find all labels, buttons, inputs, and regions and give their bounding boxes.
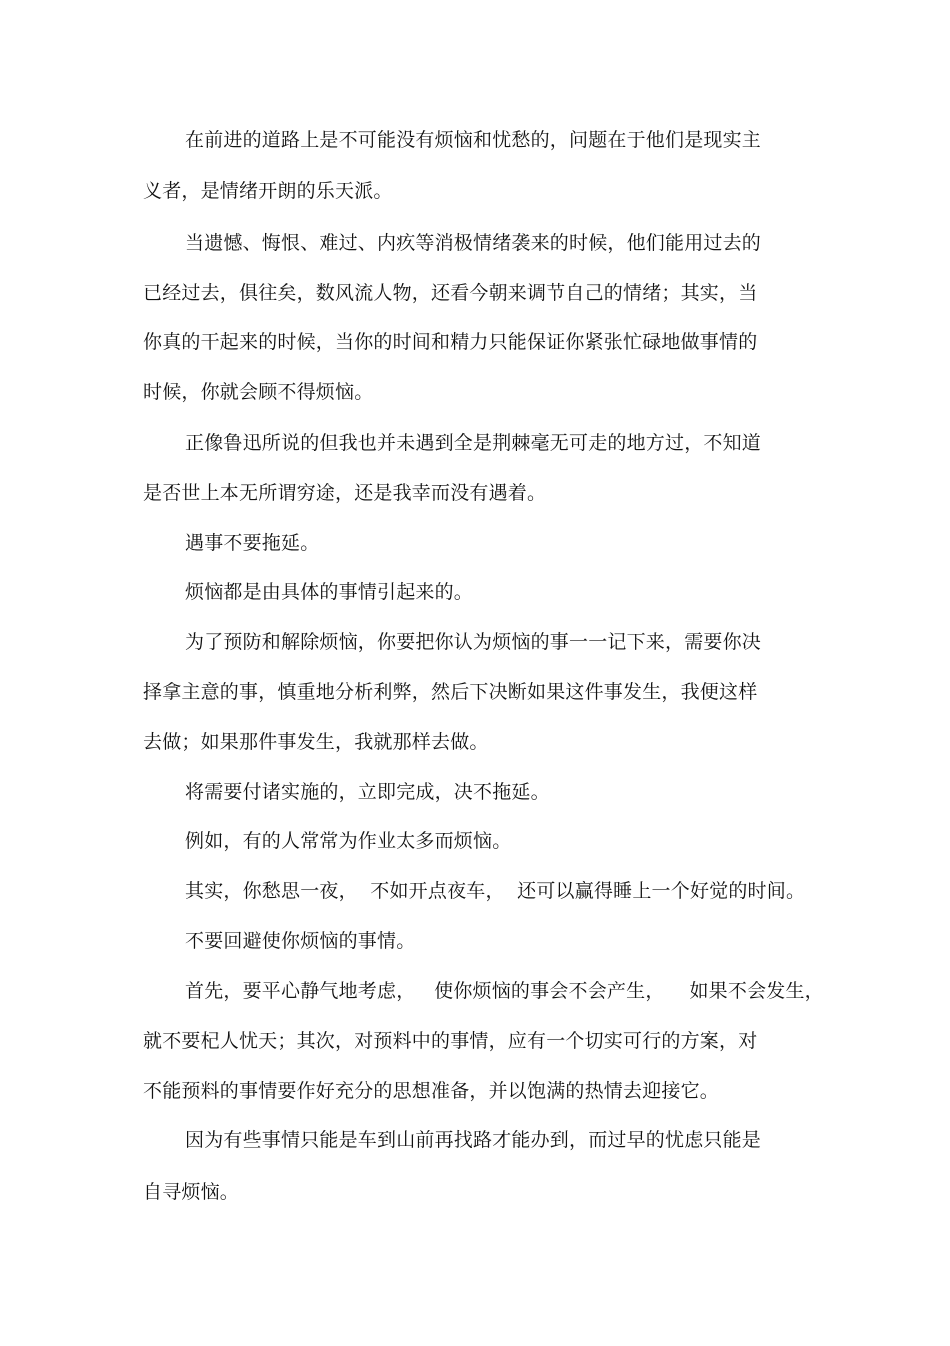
text-line: 其实，你愁思一夜， 不如开点夜车， 还可以赢得睡上一个好觉的时间。 [185, 880, 806, 902]
text-line: 你真的干起来的时候，当你的时间和精力只能保证你紧张忙碌地做事情的 [143, 331, 758, 353]
text-line: 烦恼都是由具体的事情引起来的。 [185, 581, 474, 603]
text-line: 正像鲁迅所说的但我也并未遇到全是荆棘毫无可走的地方过，不知道 [185, 432, 762, 454]
text-line: 是否世上本无所谓穷途，还是我幸而没有遇着。 [143, 482, 547, 504]
text-line: 就不要杞人忧天；其次，对预料中的事情，应有一个切实可行的方案，对 [143, 1030, 758, 1052]
text-line: 遇事不要拖延。 [185, 532, 320, 554]
text-line: 首先，要平心静气地考虑， 使你烦恼的事会不会产生， 如果不会发生， [185, 980, 824, 1002]
text-line: 时候，你就会顾不得烦恼。 [143, 381, 374, 403]
text-line: 因为有些事情只能是车到山前再找路才能办到，而过早的忧虑只能是 [185, 1129, 762, 1151]
text-line: 义者，是情绪开朗的乐天派。 [143, 180, 393, 202]
text-line: 为了预防和解除烦恼，你要把你认为烦恼的事一一记下来，需要你决 [185, 631, 762, 653]
text-line: 不能预料的事情要作好充分的思想准备，并以饱满的热情去迎接它。 [143, 1080, 720, 1102]
text-line: 在前进的道路上是不可能没有烦恼和忧愁的，问题在于他们是现实主 [185, 129, 762, 151]
text-line: 将需要付诸实施的，立即完成，决不拖延。 [185, 781, 550, 803]
text-line: 择拿主意的事，慎重地分析利弊，然后下决断如果这件事发生，我便这样 [143, 681, 758, 703]
text-line: 当遗憾、悔恨、难过、内疚等消极情绪袭来的时候，他们能用过去的 [185, 232, 762, 254]
text-line: 例如，有的人常常为作业太多而烦恼。 [185, 830, 512, 852]
text-line: 自寻烦恼。 [143, 1181, 240, 1203]
text-line: 已经过去，俱往矣，数风流人物，还看今朝来调节自己的情绪；其实，当 [143, 282, 758, 304]
text-line: 去做；如果那件事发生，我就那样去做。 [143, 731, 489, 753]
text-line: 不要回避使你烦恼的事情。 [185, 930, 416, 952]
